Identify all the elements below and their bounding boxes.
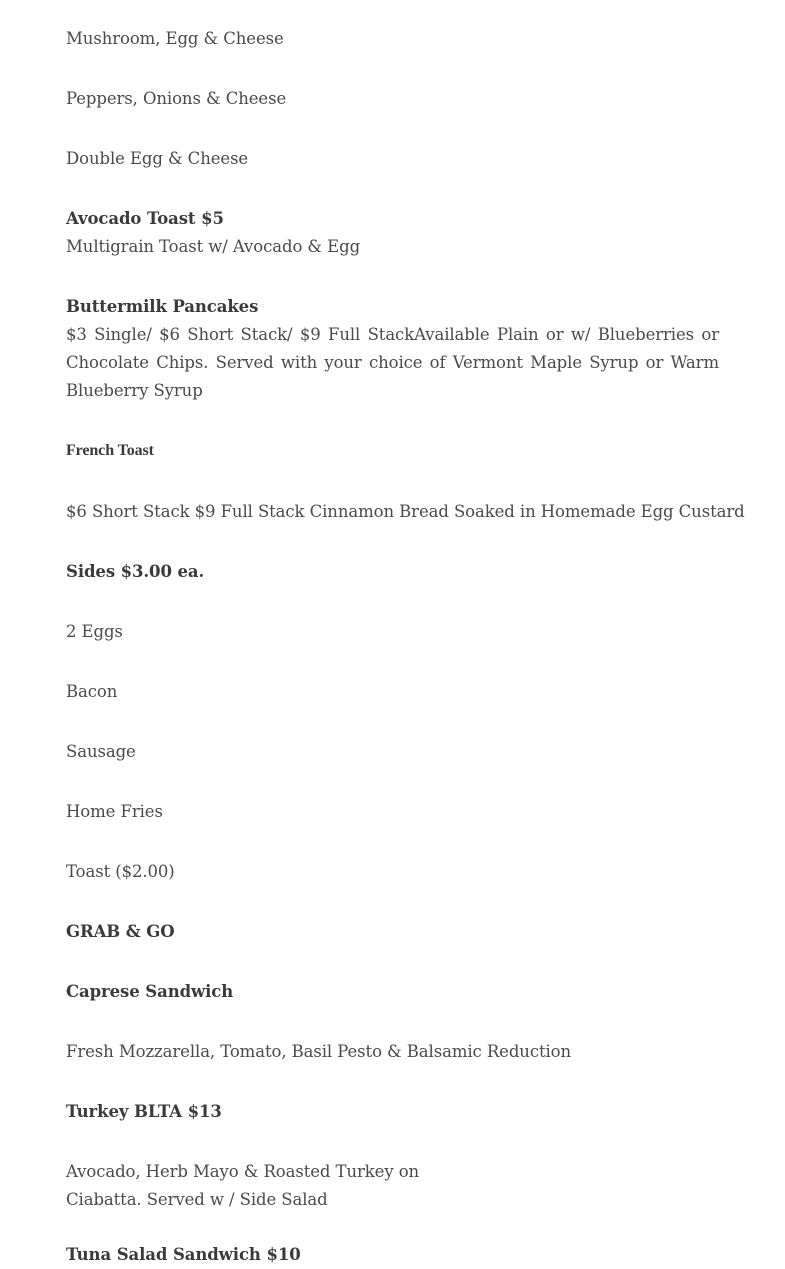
caprese-title: Caprese Sandwich: [66, 982, 234, 1001]
side-item: Toast ($2.00): [66, 862, 175, 881]
menu-item-mushroom-egg-cheese: Mushroom, Egg & Cheese: [66, 29, 284, 48]
side-item: Bacon: [66, 682, 118, 701]
pancakes-title: Buttermilk Pancakes: [66, 297, 259, 316]
tuna-salad-title: Tuna Salad Sandwich $10: [66, 1245, 301, 1264]
menu-item-double-egg-cheese: Double Egg & Cheese: [66, 149, 249, 168]
grab-and-go-heading: GRAB & GO: [66, 922, 175, 941]
avocado-toast-description: Multigrain Toast w/ Avocado & Egg: [66, 237, 361, 256]
avocado-toast-title: Avocado Toast $5: [66, 209, 224, 228]
french-toast-title: French Toast: [66, 442, 154, 459]
sides-title: Sides $3.00 ea.: [66, 562, 205, 581]
turkey-blta-description-line1: Avocado, Herb Mayo & Roasted Turkey on: [66, 1162, 420, 1181]
turkey-blta-title: Turkey BLTA $13: [66, 1102, 222, 1121]
caprese-description: Fresh Mozzarella, Tomato, Basil Pesto & Balsamic Reduction: [66, 1042, 572, 1061]
turkey-blta-description-line2: Ciabatta. Served w / Side Salad: [66, 1190, 328, 1209]
menu-item-peppers-onions-cheese: Peppers, Onions & Cheese: [66, 89, 287, 108]
french-toast-description: $6 Short Stack $9 Full Stack Cinnamon Bread Soaked in Homemade Egg Custard: [66, 502, 745, 521]
pancakes-description: $3 Single/ $6 Short Stack/ $9 Full StackAvailable Plain or w/ Blueberries or Chocolate Chips. Served with your choice of Vermont Maple Syrup or Warm Blueberry Syrup: [66, 325, 719, 400]
side-item: Home Fries: [66, 802, 163, 821]
side-item: Sausage: [66, 742, 136, 761]
side-item: 2 Eggs: [66, 622, 123, 641]
